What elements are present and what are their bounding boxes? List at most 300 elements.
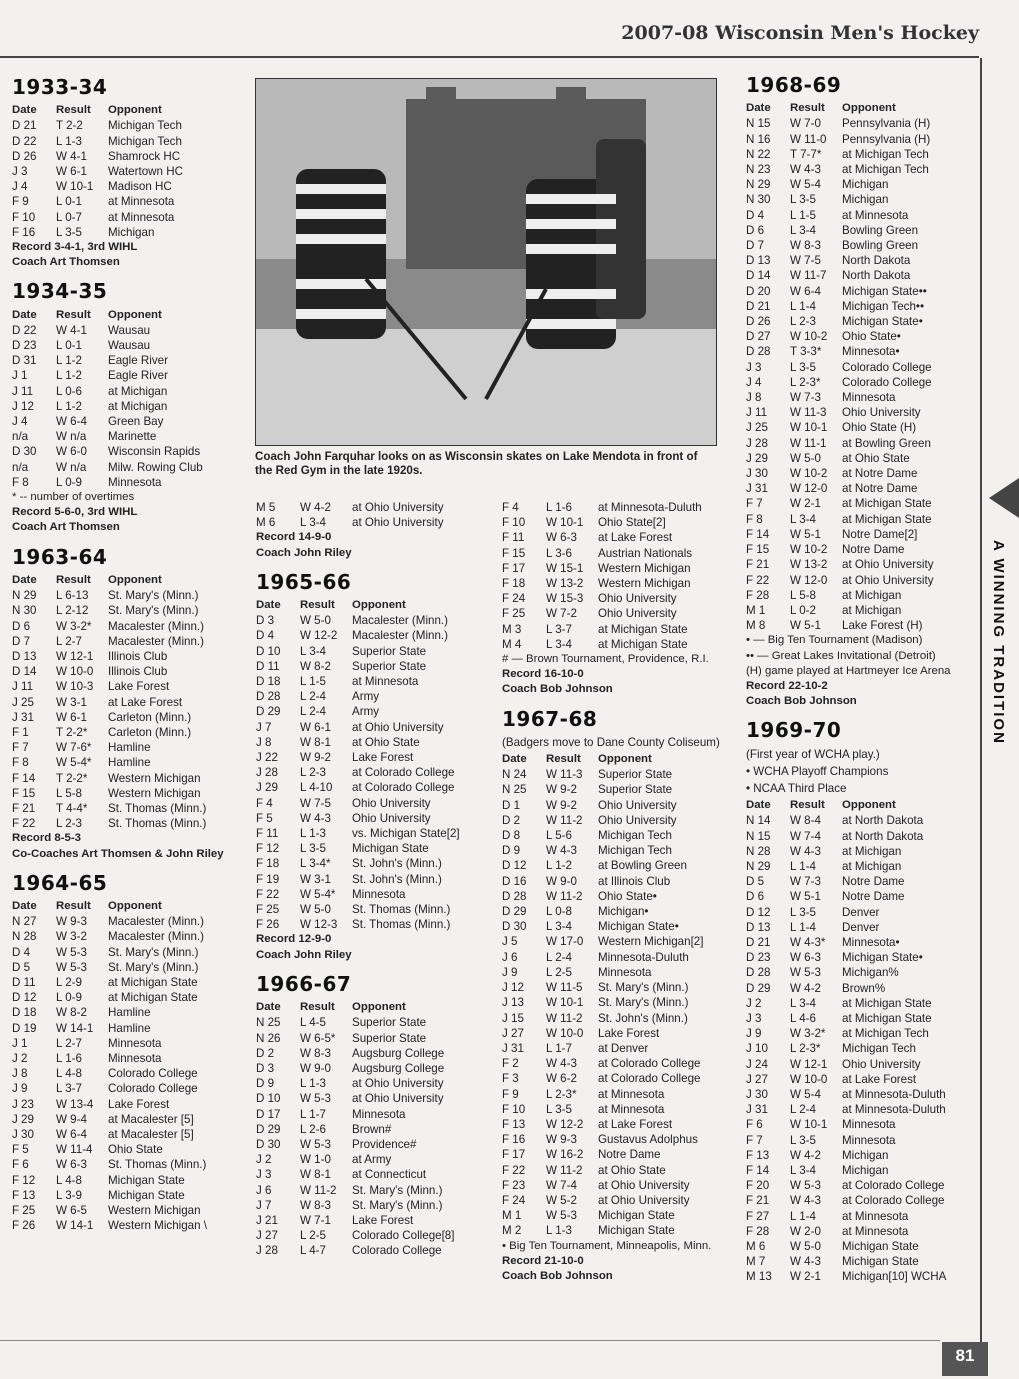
game-opponent: Wisconsin Rapids (108, 445, 201, 459)
game-date: D 5 (12, 960, 31, 974)
game-row (256, 1122, 486, 1137)
game-result: W 10-0 (546, 1026, 584, 1040)
game-result: W 5-0 (300, 903, 331, 917)
game-row (746, 542, 976, 557)
game-opponent: Ohio University (598, 798, 677, 812)
game-opponent: Marinette (108, 430, 157, 444)
game-row (746, 299, 976, 314)
game-date: J 2 (746, 996, 762, 1010)
game-opponent: at Michigan State (598, 622, 688, 636)
game-opponent: at Michigan (842, 844, 902, 858)
season-coach: Coach Bob Johnson (502, 1269, 613, 1282)
game-date: M 1 (502, 1209, 522, 1223)
game-result: W 13-2 (790, 558, 828, 572)
game-result: L 3-5 (790, 193, 816, 207)
game-date: D 11 (12, 975, 36, 989)
table-header (12, 899, 242, 914)
game-opponent: St. Mary's (Minn.) (598, 996, 689, 1010)
game-result: L 2-7 (56, 634, 82, 648)
game-row (12, 1173, 242, 1188)
table-header (12, 573, 242, 588)
game-opponent: at Minnesota (108, 210, 175, 224)
game-result: W 4-3 (790, 844, 821, 858)
game-opponent: Hamline (108, 741, 151, 755)
game-row (746, 1026, 976, 1041)
game-result: L 1-2 (56, 399, 82, 413)
game-opponent: Macalester (Minn.) (108, 634, 204, 648)
game-row (12, 588, 242, 603)
game-opponent: Illinois Club (108, 649, 168, 663)
game-result: W n/a (56, 430, 87, 444)
game-opponent: at Minnesota (598, 1102, 665, 1116)
game-result: L 1-4 (790, 920, 816, 934)
game-opponent: Lake Forest (598, 1026, 660, 1040)
game-date: M 6 (256, 516, 276, 530)
game-result: L 3-5 (790, 905, 816, 919)
opponent-header: Opponent (352, 599, 406, 612)
game-date: D 14 (746, 269, 771, 283)
game-result: L 0-8 (546, 905, 572, 919)
game-result: W 4-3 (790, 1255, 821, 1269)
season-record: Record 16-10-0 (502, 668, 584, 681)
game-result: W 4-3 (790, 163, 821, 177)
game-opponent: at Colorado College (352, 781, 455, 795)
game-result: W 11-1 (790, 436, 827, 450)
game-row (12, 695, 242, 710)
game-row (746, 588, 976, 603)
game-opponent: at Michigan State (108, 991, 198, 1005)
game-date: D 10 (256, 644, 281, 658)
game-result: W 3-1 (56, 695, 87, 709)
game-date: F 28 (746, 588, 770, 602)
game-result: L 2-4 (546, 950, 572, 964)
game-result: W 11-0 (790, 132, 827, 146)
game-result: W 6-4 (790, 284, 821, 298)
game-row (12, 634, 242, 649)
game-row (746, 1087, 976, 1102)
game-row (12, 975, 242, 990)
game-result: L 1-6 (56, 1051, 82, 1065)
game-row (746, 451, 976, 466)
game-opponent: St. Thomas (Minn.) (108, 817, 207, 831)
game-result: W 4-3 (300, 811, 331, 825)
game-date: N 26 (256, 1031, 281, 1045)
table-header (12, 308, 242, 323)
game-date: D 30 (256, 1137, 281, 1151)
game-date: J 27 (256, 1229, 278, 1243)
game-row (746, 573, 976, 588)
table-header (746, 101, 976, 116)
game-row (746, 1041, 976, 1056)
game-row (746, 238, 976, 253)
game-date: J 8 (12, 1067, 28, 1081)
game-date: M 6 (746, 1240, 766, 1254)
game-result: L 3-4 (790, 223, 816, 237)
game-row (12, 1097, 242, 1112)
game-date: J 31 (12, 710, 34, 724)
game-result: L 3-5 (790, 1133, 816, 1147)
game-date: D 27 (746, 330, 771, 344)
game-date: J 2 (12, 1051, 28, 1065)
game-date: J 25 (746, 421, 768, 435)
game-row (502, 1087, 732, 1102)
game-opponent: Minnesota (598, 965, 652, 979)
game-date: D 29 (256, 705, 281, 719)
game-date: M 2 (502, 1224, 522, 1238)
game-result: W 5-3 (790, 1179, 821, 1193)
game-opponent: at North Dakota (842, 814, 924, 828)
game-result: L 2-3* (790, 1042, 821, 1056)
game-row (256, 704, 486, 719)
game-date: D 9 (502, 844, 521, 858)
game-opponent: at Ohio University (598, 1193, 690, 1207)
game-row (12, 444, 242, 459)
game-date: D 2 (256, 1046, 275, 1060)
game-opponent: Minnesota (842, 1133, 896, 1147)
game-result: W 11-2 (546, 889, 583, 903)
game-result: W 4-1 (56, 149, 87, 163)
game-result: W 13-4 (56, 1097, 94, 1111)
game-opponent: Bowling Green (842, 239, 919, 253)
game-row (746, 557, 976, 572)
table-header (12, 103, 242, 118)
game-result: W 15-1 (546, 561, 584, 575)
game-row (256, 826, 486, 841)
game-date: F 13 (12, 1188, 36, 1202)
game-result: W 7-3 (790, 391, 821, 405)
game-date: J 25 (12, 695, 34, 709)
season-block (256, 971, 486, 1259)
game-opponent: Macalester (Minn.) (352, 629, 448, 643)
game-date: J 7 (256, 1198, 272, 1212)
game-row (746, 859, 976, 874)
game-date: F 21 (746, 558, 770, 572)
game-row (502, 965, 732, 980)
game-row (12, 771, 242, 786)
column-2 (256, 500, 486, 1273)
game-result: L 3-5 (300, 842, 326, 856)
game-date: D 7 (12, 634, 31, 648)
game-row (746, 1193, 976, 1208)
game-result: T 4-4* (56, 801, 88, 815)
game-date: D 17 (256, 1107, 281, 1121)
game-row (256, 1015, 486, 1030)
game-opponent: Ohio University (842, 1057, 921, 1071)
game-row (502, 1163, 732, 1178)
game-row (12, 1112, 242, 1127)
game-row (746, 420, 976, 435)
result-header: Result (790, 799, 825, 812)
game-opponent: Michigan State• (598, 920, 679, 934)
game-result: W 8-1 (300, 735, 331, 749)
game-result: W n/a (56, 460, 87, 474)
game-result: L 3-7 (56, 1082, 82, 1096)
season-record: Record 3-4-1, 3rd WIHL (12, 241, 138, 254)
game-date: J 2 (256, 1153, 272, 1167)
game-row (256, 1167, 486, 1182)
game-date: F 15 (746, 543, 770, 557)
game-result: L 0-1 (56, 195, 82, 209)
game-row (12, 460, 242, 475)
game-result: L 2-12 (56, 604, 89, 618)
game-date: F 22 (12, 817, 36, 831)
game-date: J 31 (746, 482, 768, 496)
game-opponent: St. John's (Minn.) (352, 872, 442, 886)
game-row (746, 603, 976, 618)
game-row (12, 725, 242, 740)
game-row (746, 496, 976, 511)
game-result: W 6-1 (56, 165, 87, 179)
game-row (502, 546, 732, 561)
game-opponent: Michigan State (352, 842, 429, 856)
game-result: T 2-2* (56, 725, 88, 739)
game-opponent: at Minnesota (842, 1224, 909, 1238)
game-result: W 11-2 (546, 1011, 583, 1025)
game-result: W 6-1 (300, 720, 331, 734)
game-opponent: at Connecticut (352, 1168, 427, 1182)
game-row (256, 1152, 486, 1167)
game-row (256, 500, 486, 515)
game-date: J 28 (746, 436, 768, 450)
game-date: n/a (12, 460, 29, 474)
season-title: 1967-68 (502, 706, 598, 731)
game-opponent: Superior State (352, 644, 427, 658)
game-opponent: at Army (352, 1153, 392, 1167)
game-date: J 21 (256, 1213, 278, 1227)
game-opponent: Carleton (Minn.) (108, 725, 192, 739)
game-row (256, 796, 486, 811)
game-row (746, 1117, 976, 1132)
game-result: W 12-3 (300, 918, 338, 932)
column-3 (502, 500, 732, 1298)
game-date: J 29 (746, 451, 768, 465)
game-date: J 27 (746, 1072, 768, 1086)
game-date: J 30 (746, 467, 768, 481)
game-date: J 3 (746, 360, 762, 374)
game-row (502, 980, 732, 995)
game-row (746, 935, 976, 950)
game-row (746, 162, 976, 177)
game-result: L 3-5 (790, 360, 816, 374)
game-row (502, 500, 732, 515)
game-opponent: St. John's (Minn.) (352, 857, 442, 871)
game-opponent: Ohio University (598, 813, 677, 827)
game-date: N 29 (746, 859, 771, 873)
game-date: J 5 (502, 935, 518, 949)
game-date: J 31 (746, 1103, 768, 1117)
game-date: F 24 (502, 592, 526, 606)
season-record: Record 14-9-0 (256, 531, 332, 544)
game-date: F 26 (12, 1219, 36, 1233)
game-row (256, 1243, 486, 1258)
season-title: 1933-34 (12, 75, 108, 99)
game-date: F 12 (256, 842, 280, 856)
game-opponent: at Michigan State (842, 1011, 932, 1025)
game-date: D 8 (502, 829, 521, 843)
game-row (746, 390, 976, 405)
game-result: L 1-4 (790, 299, 816, 313)
game-row (12, 740, 242, 755)
game-date: F 28 (746, 1224, 770, 1238)
game-date: N 28 (746, 844, 771, 858)
game-result: L 2-3 (790, 315, 816, 329)
game-row (746, 874, 976, 889)
game-result: W 4-3 (790, 1194, 821, 1208)
game-opponent: Michigan State• (842, 315, 923, 329)
game-date: J 10 (746, 1042, 768, 1056)
game-row (256, 644, 486, 659)
season-record: Record 8-5-3 (12, 832, 82, 845)
table-header (746, 798, 976, 813)
game-result: W 12-1 (56, 649, 94, 663)
game-date: J 13 (502, 996, 524, 1010)
game-date: N 16 (746, 132, 771, 146)
game-result: W 5-3 (790, 966, 821, 980)
game-opponent: Superior State (352, 1031, 427, 1045)
game-opponent: at Ohio University (598, 1178, 690, 1192)
game-opponent: Army (352, 705, 380, 719)
game-date: J 1 (12, 1036, 28, 1050)
game-result: L 4-8 (56, 1067, 82, 1081)
game-date: D 23 (746, 951, 771, 965)
game-result: W 1-0 (300, 1153, 331, 1167)
season-block (746, 73, 976, 709)
game-opponent: Providence# (352, 1137, 417, 1151)
game-opponent: Carleton (Minn.) (108, 710, 192, 724)
game-date: F 20 (746, 1179, 770, 1193)
game-result: W 6-5* (300, 1031, 336, 1045)
game-result: L 1-4 (790, 1209, 816, 1223)
game-row (502, 813, 732, 828)
game-result: W 9-2 (546, 783, 577, 797)
game-date: J 22 (256, 751, 278, 765)
game-result: L 1-6 (546, 501, 572, 514)
game-result: W 9-4 (56, 1112, 87, 1126)
game-opponent: at Minnesota (352, 675, 419, 689)
game-row (502, 1056, 732, 1071)
game-result: L 3-5 (546, 1102, 572, 1116)
game-row (502, 782, 732, 797)
result-header: Result (56, 573, 91, 586)
season-block (12, 544, 242, 862)
game-opponent: Colorado College (108, 1067, 198, 1081)
game-row (12, 1051, 242, 1066)
season-note: • WCHA Playoff Champions (746, 764, 889, 778)
game-date: N 30 (746, 193, 771, 207)
game-result: W 5-0 (790, 1240, 821, 1254)
game-opponent: at Ohio University (352, 720, 444, 734)
game-row (746, 813, 976, 828)
game-result: L 4-8 (56, 1173, 82, 1187)
game-date: n/a (12, 430, 29, 444)
game-result: W 5-0 (300, 614, 331, 628)
season-footnote: (H) game played at Hartmeyer Ice Arena (746, 664, 951, 677)
game-date: J 31 (502, 1041, 524, 1055)
game-row (12, 710, 242, 725)
page-header (0, 0, 1019, 58)
game-opponent: Minnesota (108, 475, 162, 489)
game-opponent: Superior State (598, 768, 673, 782)
game-date: N 22 (746, 147, 771, 161)
game-date: M 1 (746, 603, 766, 617)
game-date: D 1 (502, 798, 521, 812)
game-opponent: Lake Forest (108, 1097, 170, 1111)
game-row (12, 1005, 242, 1020)
game-opponent: at Ohio University (842, 558, 934, 572)
opponent-header: Opponent (108, 308, 162, 321)
season-title: 1966-67 (256, 971, 352, 996)
game-result: L 3-4 (790, 1164, 816, 1178)
game-result: W 10-0 (56, 665, 94, 679)
game-date: J 4 (12, 180, 28, 194)
result-header: Result (56, 899, 91, 912)
game-date: F 22 (502, 1163, 526, 1177)
game-result: L 2-5 (300, 1229, 326, 1243)
game-result: L 6-13 (56, 589, 89, 603)
game-opponent: at Ohio University (352, 501, 444, 514)
game-result: W 6-3 (790, 951, 821, 965)
game-date: F 5 (256, 811, 273, 825)
game-opponent: Minnesota-Duluth (598, 950, 689, 964)
game-result: W 11-7 (790, 269, 827, 283)
game-opponent: Superior State (352, 659, 427, 673)
opponent-header: Opponent (842, 102, 896, 115)
game-date: J 1 (12, 369, 28, 383)
opponent-header: Opponent (108, 104, 162, 117)
game-date: D 13 (746, 254, 771, 268)
game-row (746, 208, 976, 223)
game-opponent: Illinois Club (108, 665, 168, 679)
game-row (256, 917, 486, 932)
game-date: D 9 (256, 1077, 275, 1091)
game-result: L 2-3* (790, 375, 821, 389)
game-result: L 4-6 (790, 1011, 816, 1025)
game-row (502, 1026, 732, 1041)
game-row (12, 323, 242, 338)
season-footnote: • — Big Ten Tournament (Madison) (746, 634, 923, 647)
game-date: J 28 (256, 1244, 278, 1258)
season-note: (Badgers move to Dane County Coliseum) (502, 735, 720, 749)
photo-illustration (256, 79, 716, 445)
game-row (12, 384, 242, 399)
game-opponent: Western Michigan (108, 786, 201, 800)
game-date: N 15 (746, 829, 771, 843)
game-result: W 9-2 (300, 751, 331, 765)
game-row (12, 399, 242, 414)
game-opponent: Minnesota (108, 1036, 162, 1050)
game-opponent: Michigan State•• (842, 284, 927, 298)
game-opponent: at Lake Forest (598, 531, 673, 545)
game-opponent: Minnesota (842, 1118, 896, 1132)
game-opponent: Lake Forest (H) (842, 619, 923, 633)
game-opponent: Minnesota• (842, 935, 900, 949)
game-opponent: at Ohio University (352, 516, 444, 530)
game-row (12, 1066, 242, 1081)
game-opponent: Ohio University (598, 607, 677, 621)
game-result: W 4-2 (790, 1148, 821, 1162)
opponent-header: Opponent (842, 799, 896, 812)
game-result: L 1-2 (546, 859, 572, 873)
season-record: Record 22-10-2 (746, 679, 828, 692)
game-row (12, 1157, 242, 1172)
game-result: W 5-3 (56, 945, 87, 959)
game-result: W 3-2 (56, 930, 87, 944)
game-row (12, 1127, 242, 1142)
game-result: W 5-4* (300, 887, 336, 901)
game-row (746, 527, 976, 542)
game-result: W 7-3 (790, 875, 821, 889)
game-row (256, 765, 486, 780)
